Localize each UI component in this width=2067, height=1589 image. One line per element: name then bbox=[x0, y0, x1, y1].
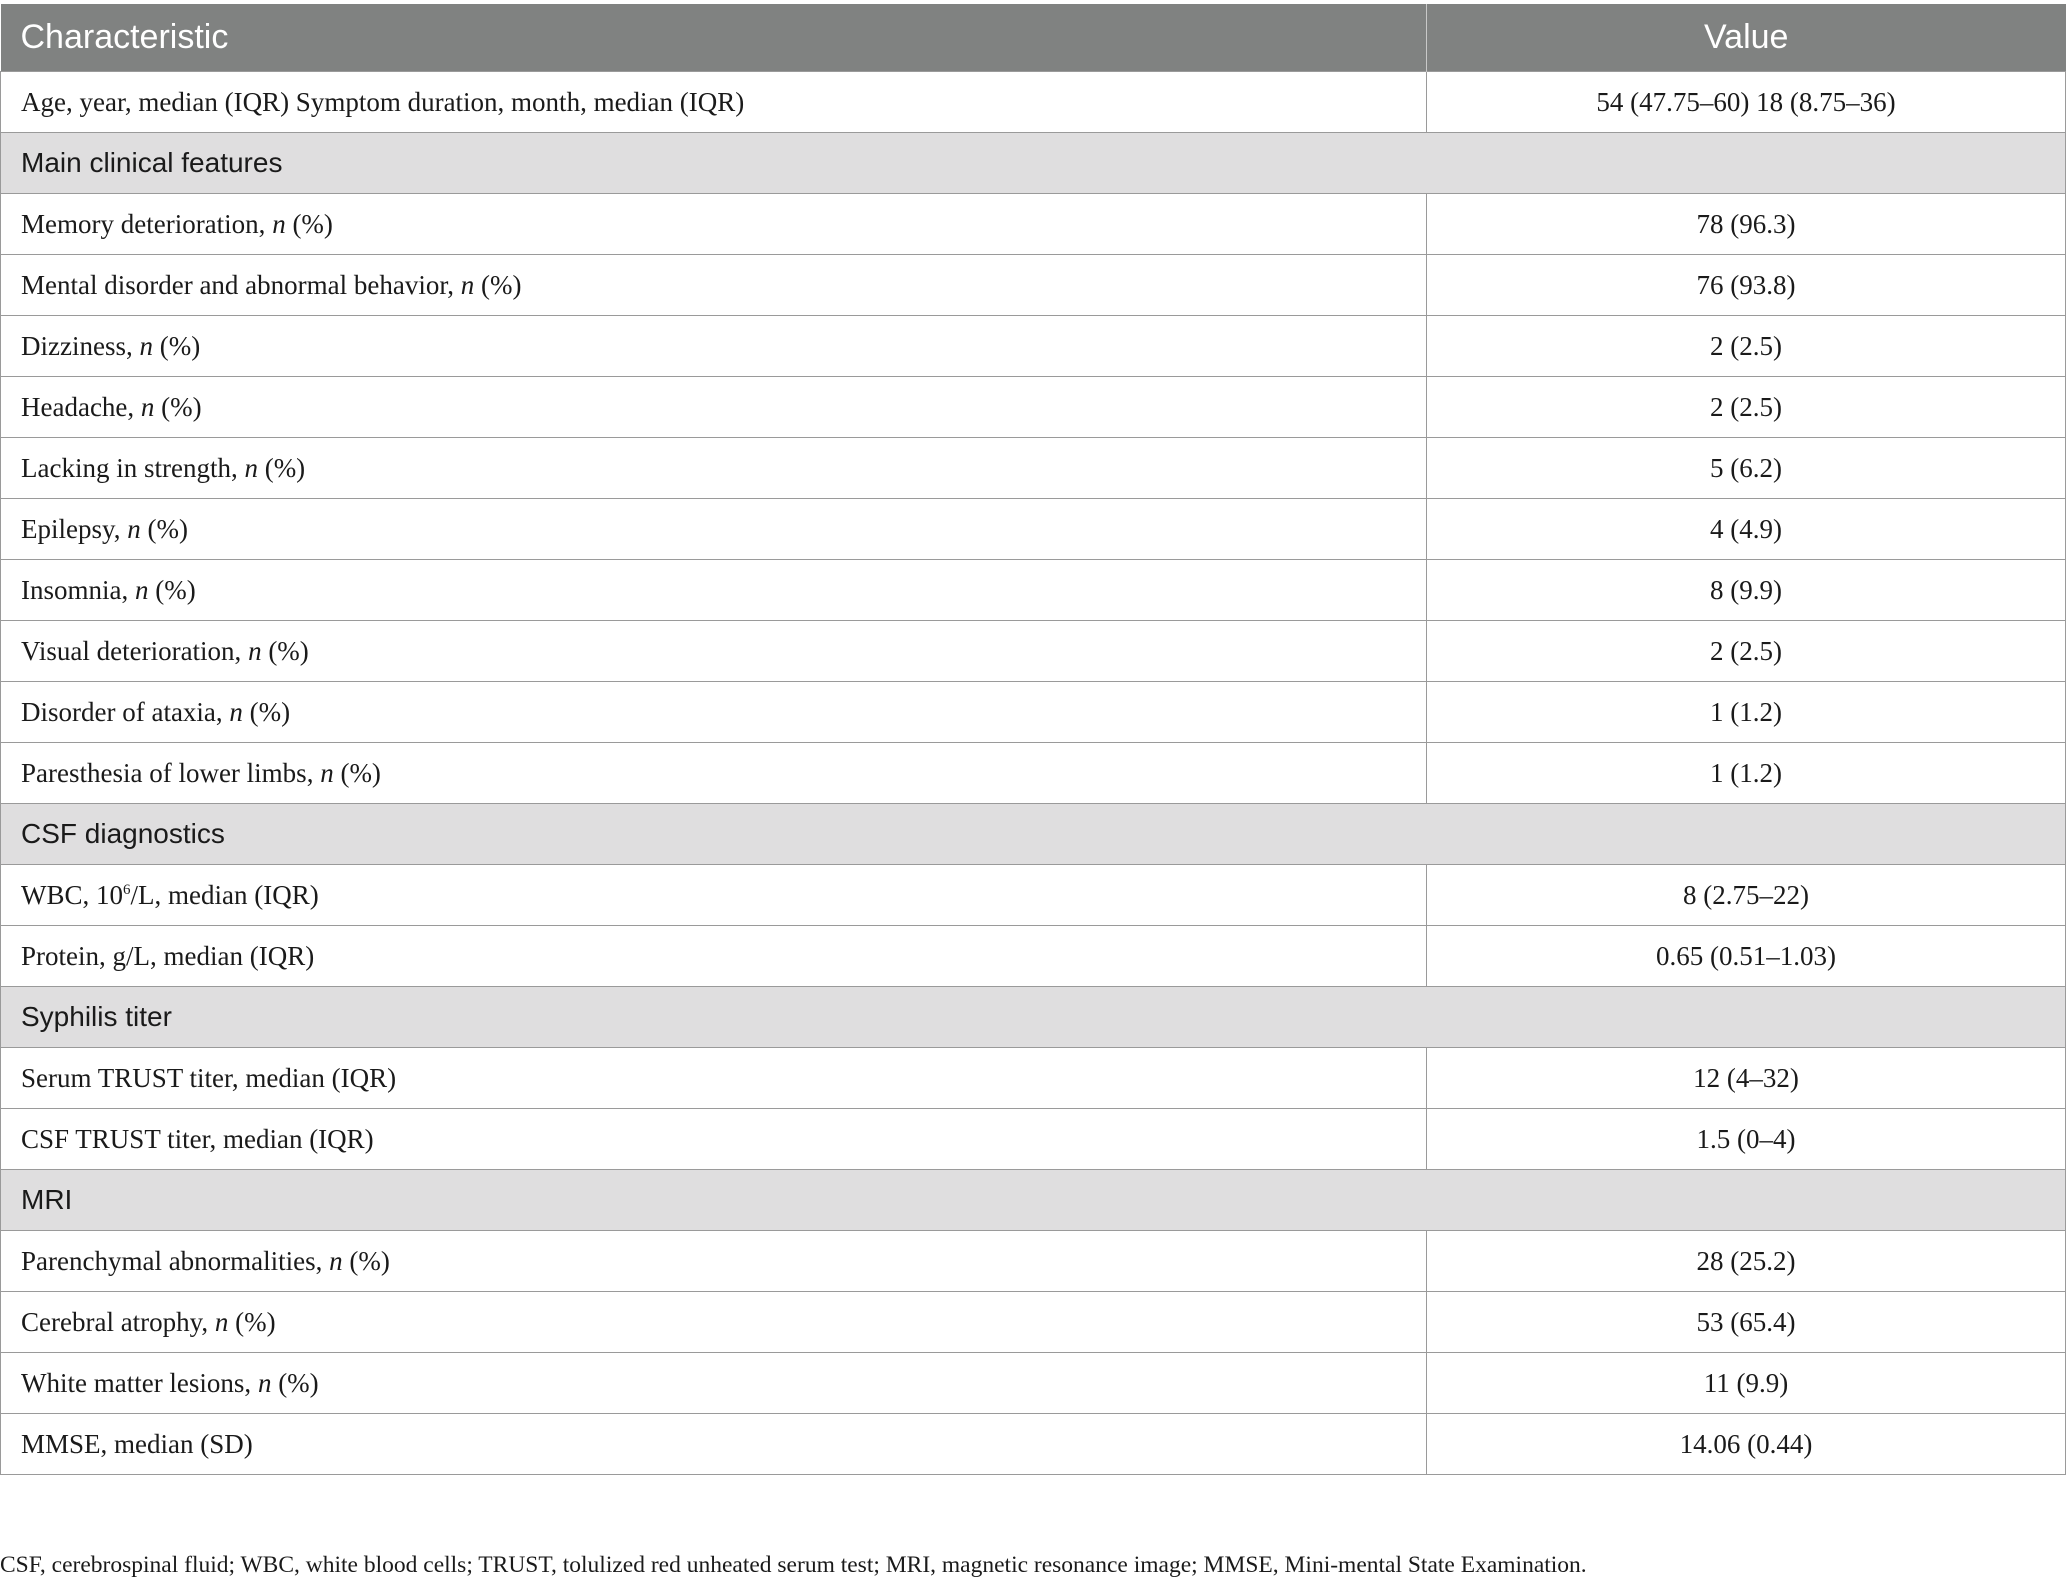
row-value: 8 (2.75–22) bbox=[1427, 865, 2066, 926]
table-row bbox=[1, 255, 2066, 316]
row-value: 8 (9.9) bbox=[1427, 560, 2066, 621]
row-label: Age, year, median (IQR) Symptom duration, month, median (IQR) bbox=[1, 72, 1427, 133]
row-label: White matter lesions, n (%) bbox=[1, 1353, 1427, 1414]
row-value: 1.5 (0–4) bbox=[1427, 1109, 2066, 1170]
table-row bbox=[1, 1109, 2066, 1170]
table-row bbox=[1, 743, 2066, 804]
characteristics-table-container bbox=[0, 4, 2065, 1475]
row-value: 28 (25.2) bbox=[1427, 1231, 2066, 1292]
row-label: Dizziness, n (%) bbox=[1, 316, 1427, 377]
section-header-row bbox=[1, 133, 2066, 194]
row-label: Epilepsy, n (%) bbox=[1, 499, 1427, 560]
row-label: Mental disorder and abnormal behavior, n (%) bbox=[1, 255, 1427, 316]
row-value: 54 (47.75–60) 18 (8.75–36) bbox=[1427, 72, 2066, 133]
table-row bbox=[1, 926, 2066, 987]
section-label: MRI bbox=[1, 1170, 2066, 1231]
section-label: Main clinical features bbox=[1, 133, 2066, 194]
table-row bbox=[1, 1292, 2066, 1353]
section-header-row bbox=[1, 1170, 2066, 1231]
table-row bbox=[1, 438, 2066, 499]
row-label: Memory deterioration, n (%) bbox=[1, 194, 1427, 255]
table-row bbox=[1, 377, 2066, 438]
row-value: 53 (65.4) bbox=[1427, 1292, 2066, 1353]
table-header-row bbox=[1, 4, 2066, 72]
row-value: 12 (4–32) bbox=[1427, 1048, 2066, 1109]
characteristics-table bbox=[0, 4, 2066, 1475]
row-label: Visual deterioration, n (%) bbox=[1, 621, 1427, 682]
row-value: 0.65 (0.51–1.03) bbox=[1427, 926, 2066, 987]
row-value: 2 (2.5) bbox=[1427, 377, 2066, 438]
table-row bbox=[1, 560, 2066, 621]
header-characteristic: Characteristic bbox=[1, 4, 1427, 72]
table-row bbox=[1, 194, 2066, 255]
header-value: Value bbox=[1427, 4, 2066, 72]
section-header-row bbox=[1, 987, 2066, 1048]
row-label: Paresthesia of lower limbs, n (%) bbox=[1, 743, 1427, 804]
row-value: 1 (1.2) bbox=[1427, 682, 2066, 743]
row-label: Parenchymal abnormalities, n (%) bbox=[1, 1231, 1427, 1292]
row-value: 2 (2.5) bbox=[1427, 621, 2066, 682]
row-value: 14.06 (0.44) bbox=[1427, 1414, 2066, 1475]
table-row bbox=[1, 1048, 2066, 1109]
row-value: 76 (93.8) bbox=[1427, 255, 2066, 316]
section-header-row bbox=[1, 804, 2066, 865]
table-row bbox=[1, 1231, 2066, 1292]
row-label: Insomnia, n (%) bbox=[1, 560, 1427, 621]
table-row bbox=[1, 621, 2066, 682]
row-label: Lacking in strength, n (%) bbox=[1, 438, 1427, 499]
row-label: MMSE, median (SD) bbox=[1, 1414, 1427, 1475]
row-label: Headache, n (%) bbox=[1, 377, 1427, 438]
table-row bbox=[1, 865, 2066, 926]
section-label: CSF diagnostics bbox=[1, 804, 2066, 865]
row-label: CSF TRUST titer, median (IQR) bbox=[1, 1109, 1427, 1170]
table-footnote: CSF, cerebrospinal fluid; WBC, white blood cells; TRUST, tolulized red unheated serum test; MRI, magnetic resonance image; MMSE, Mini-mental State Examination. bbox=[0, 1552, 1587, 1578]
row-label: Protein, g/L, median (IQR) bbox=[1, 926, 1427, 987]
row-value: 5 (6.2) bbox=[1427, 438, 2066, 499]
row-label: WBC, $10^6/L$, median (IQR) bbox=[1, 865, 1427, 926]
row-value: 4 (4.9) bbox=[1427, 499, 2066, 560]
table-row bbox=[1, 499, 2066, 560]
table-row bbox=[1, 316, 2066, 377]
table-row bbox=[1, 1353, 2066, 1414]
section-label: Syphilis titer bbox=[1, 987, 2066, 1048]
row-label: Disorder of ataxia, n (%) bbox=[1, 682, 1427, 743]
row-value: 1 (1.2) bbox=[1427, 743, 2066, 804]
table-row bbox=[1, 72, 2066, 133]
table-row bbox=[1, 682, 2066, 743]
row-label: Serum TRUST titer, median (IQR) bbox=[1, 1048, 1427, 1109]
row-value: 2 (2.5) bbox=[1427, 316, 2066, 377]
row-label: Cerebral atrophy, n (%) bbox=[1, 1292, 1427, 1353]
row-value: 78 (96.3) bbox=[1427, 194, 2066, 255]
table-row bbox=[1, 1414, 2066, 1475]
row-value: 11 (9.9) bbox=[1427, 1353, 2066, 1414]
